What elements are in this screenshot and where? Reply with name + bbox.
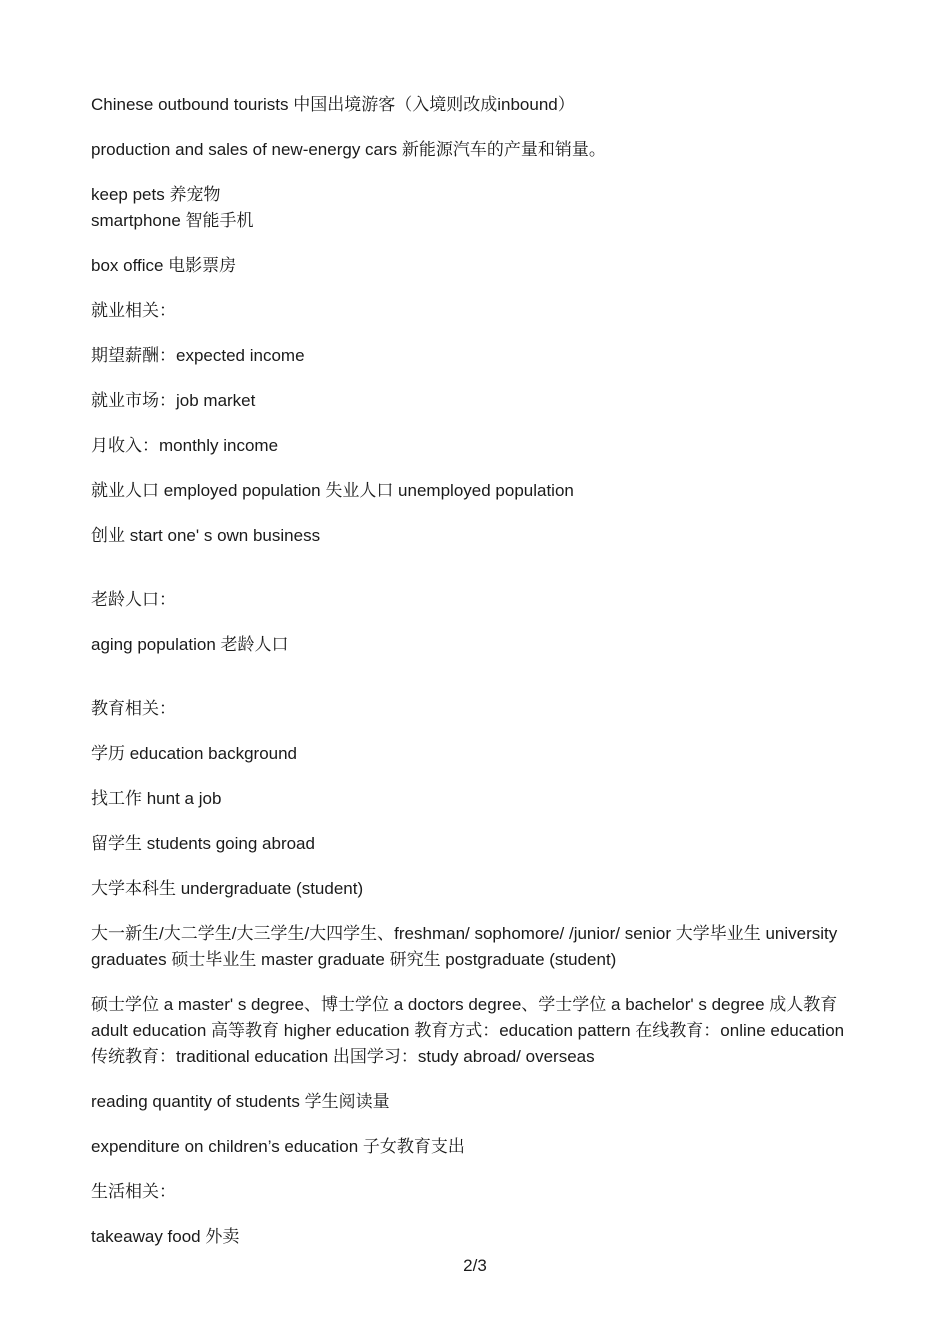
paragraph-degrees: 硕士学位 a master' s degree、博士学位 a doctors degree、学士学位 a bachelor' s degree 成人教育 adult education 高等教育 higher education 教育方式：education pattern 在线教育：online education 传统教育：traditional education 出国学习：study abroad/ overseas [91,995,845,1066]
document-body [91,92,861,1250]
paragraph-employed-population: 就业人口 employed population 失业人口 unemployed population [91,481,574,500]
heading-education: 教育相关： [91,699,176,718]
heading-employment: 就业相关： [91,301,176,320]
paragraph-education-background: 学历 education background [91,744,298,763]
paragraph-reading-quantity: reading quantity of students 学生阅读量 [91,1092,390,1111]
paragraph-job-market: 就业市场：job market [91,391,256,410]
heading-daily-life: 生活相关： [91,1182,176,1201]
paragraph-new-energy-cars: production and sales of new-energy cars 新能源汽车的产量和销量。 [91,140,606,159]
paragraph-takeaway-food: takeaway food 外卖 [91,1227,240,1246]
paragraph-smartphone: smartphone 智能手机 [91,211,254,230]
paragraph-keep-pets: keep pets 养宠物 [91,185,221,204]
paragraph-aging-population: aging population 老龄人口 [91,635,289,654]
paragraph-start-business: 创业 start one' s own business [91,526,321,545]
paragraph-hunt-job: 找工作 hunt a job [91,789,222,808]
paragraph-students-abroad: 留学生 students going abroad [91,834,315,853]
paragraph-undergraduate: 大学本科生 undergraduate (student) [91,879,364,898]
paragraph-outbound-tourists: Chinese outbound tourists 中国出境游客（入境则改成inbound） [91,95,575,114]
paragraph-university-years: 大一新生/大二学生/大三学生/大四学生、freshman/ sophomore/ /junior/ senior 大学毕业生 university graduates 硕士毕业生 master graduate 研究生 postgraduate (student) [91,924,838,969]
heading-aging-population: 老龄人口： [91,590,176,609]
page-number: 2/3 [463,1256,487,1275]
paragraph-education-expenditure: expenditure on children’s education 子女教育支出 [91,1137,465,1156]
paragraph-box-office: box office 电影票房 [91,256,237,275]
paragraph-expected-income: 期望薪酬：expected income [91,346,305,365]
paragraph-monthly-income: 月收入：monthly income [91,436,279,455]
